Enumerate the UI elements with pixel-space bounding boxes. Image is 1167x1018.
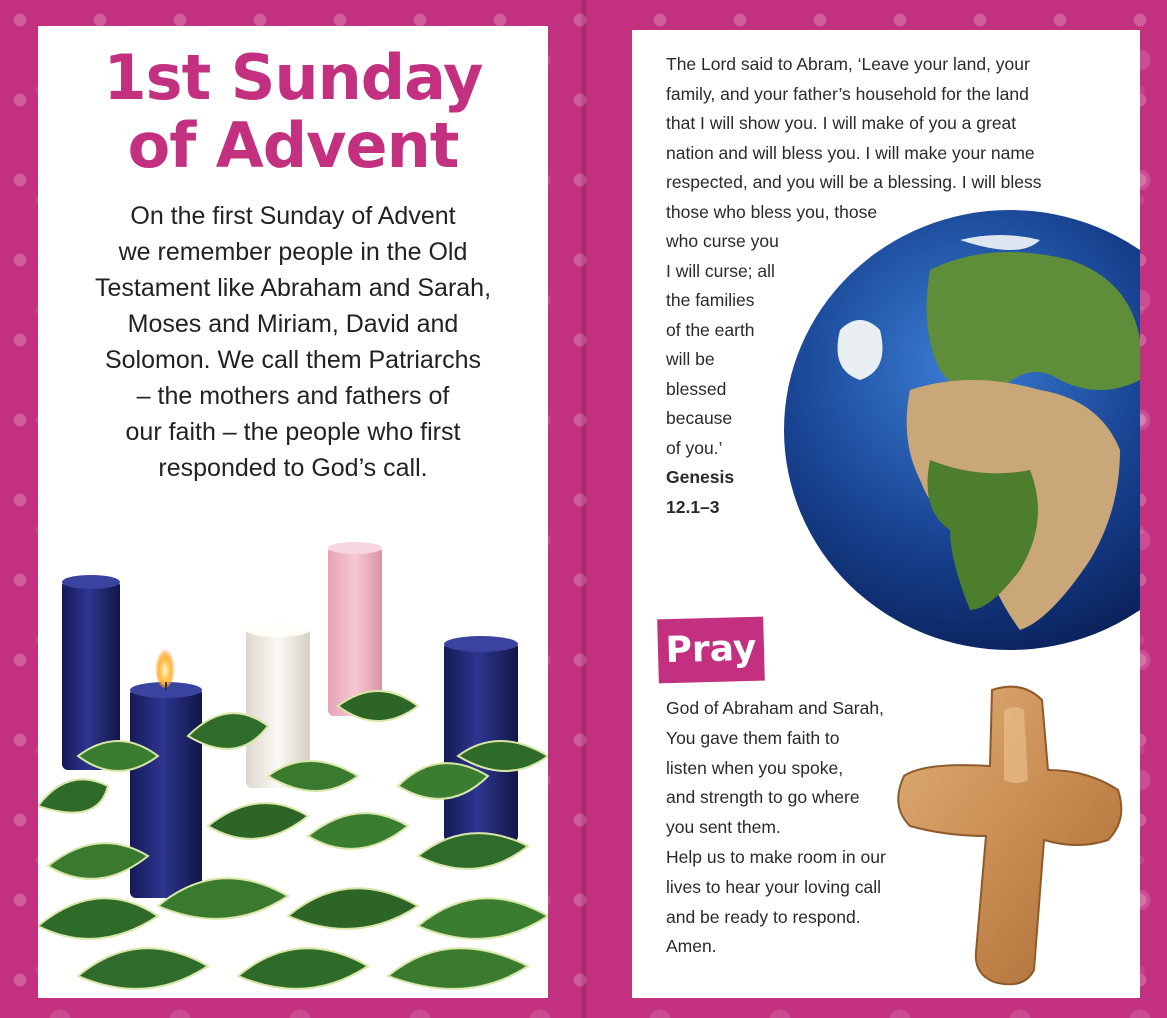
page-title <box>38 41 548 182</box>
scripture-line: that I will show you. I will make of you a great <box>666 113 1017 133</box>
intro-line: Solomon. We call them Patriarchs <box>104 346 482 374</box>
prayer-line: lives to hear your loving call <box>666 876 881 897</box>
scripture-line: respected, and you will be a blessing. I will bless <box>666 172 1042 192</box>
scripture-line: blessed <box>666 378 727 399</box>
prayer-line: you sent them. <box>666 817 781 838</box>
scripture-line: of you.’ <box>666 437 723 458</box>
scripture-line: nation and will bless you. I will make your name <box>666 142 1035 163</box>
prayer-line: Amen. <box>666 936 717 957</box>
prayer-line: and strength to go where <box>666 787 860 808</box>
scripture-reference: 12.1–3 <box>666 496 720 517</box>
prayer-line: You gave them faith to <box>666 727 840 748</box>
intro-line: we remember people in the Old <box>118 238 468 266</box>
intro-line: Moses and Miriam, David and <box>127 310 459 338</box>
prayer-line: listen when you spoke, <box>666 757 844 778</box>
right-page <box>632 30 1140 998</box>
intro-line: On the first Sunday of Advent <box>130 202 456 230</box>
scripture-line: those who bless you, those <box>666 201 878 222</box>
candle-pink <box>328 542 382 716</box>
scripture-line: of the earth <box>666 319 755 340</box>
scripture-reference: Genesis <box>666 467 735 487</box>
intro-line: Testament like Abraham and Sarah, <box>94 274 492 302</box>
center-fold <box>580 0 588 1018</box>
scripture-line: because <box>666 408 733 428</box>
intro-line: – the mothers and fathers of <box>136 382 450 410</box>
candle-purple-right <box>444 636 518 842</box>
advent-wreath-image <box>38 506 548 998</box>
scripture-line: the families <box>666 290 755 310</box>
intro-line: our faith – the people who first <box>125 418 461 446</box>
scripture-passage <box>666 50 1106 522</box>
scripture-line: I will curse; all <box>666 260 775 281</box>
title-line: 1st Sunday <box>103 41 483 114</box>
left-page <box>38 26 548 998</box>
scripture-line: who curse you <box>666 231 779 251</box>
intro-line: responded to God’s call. <box>158 454 428 482</box>
prayer-line: God of Abraham and Sarah, <box>666 698 884 718</box>
scripture-line: The Lord said to Abram, ‘Leave your land, your <box>666 54 1030 74</box>
wooden-cross-image <box>892 680 1128 986</box>
prayer-line: Help us to make room in our <box>666 846 886 867</box>
prayer-line: and be ready to respond. <box>666 906 861 927</box>
scripture-line: will be <box>666 349 715 369</box>
pray-heading: Pray <box>657 617 765 684</box>
scripture-line: family, and your father’s household for the land <box>666 83 1029 104</box>
intro-text <box>58 198 528 486</box>
title-line: of Advent <box>127 109 459 182</box>
